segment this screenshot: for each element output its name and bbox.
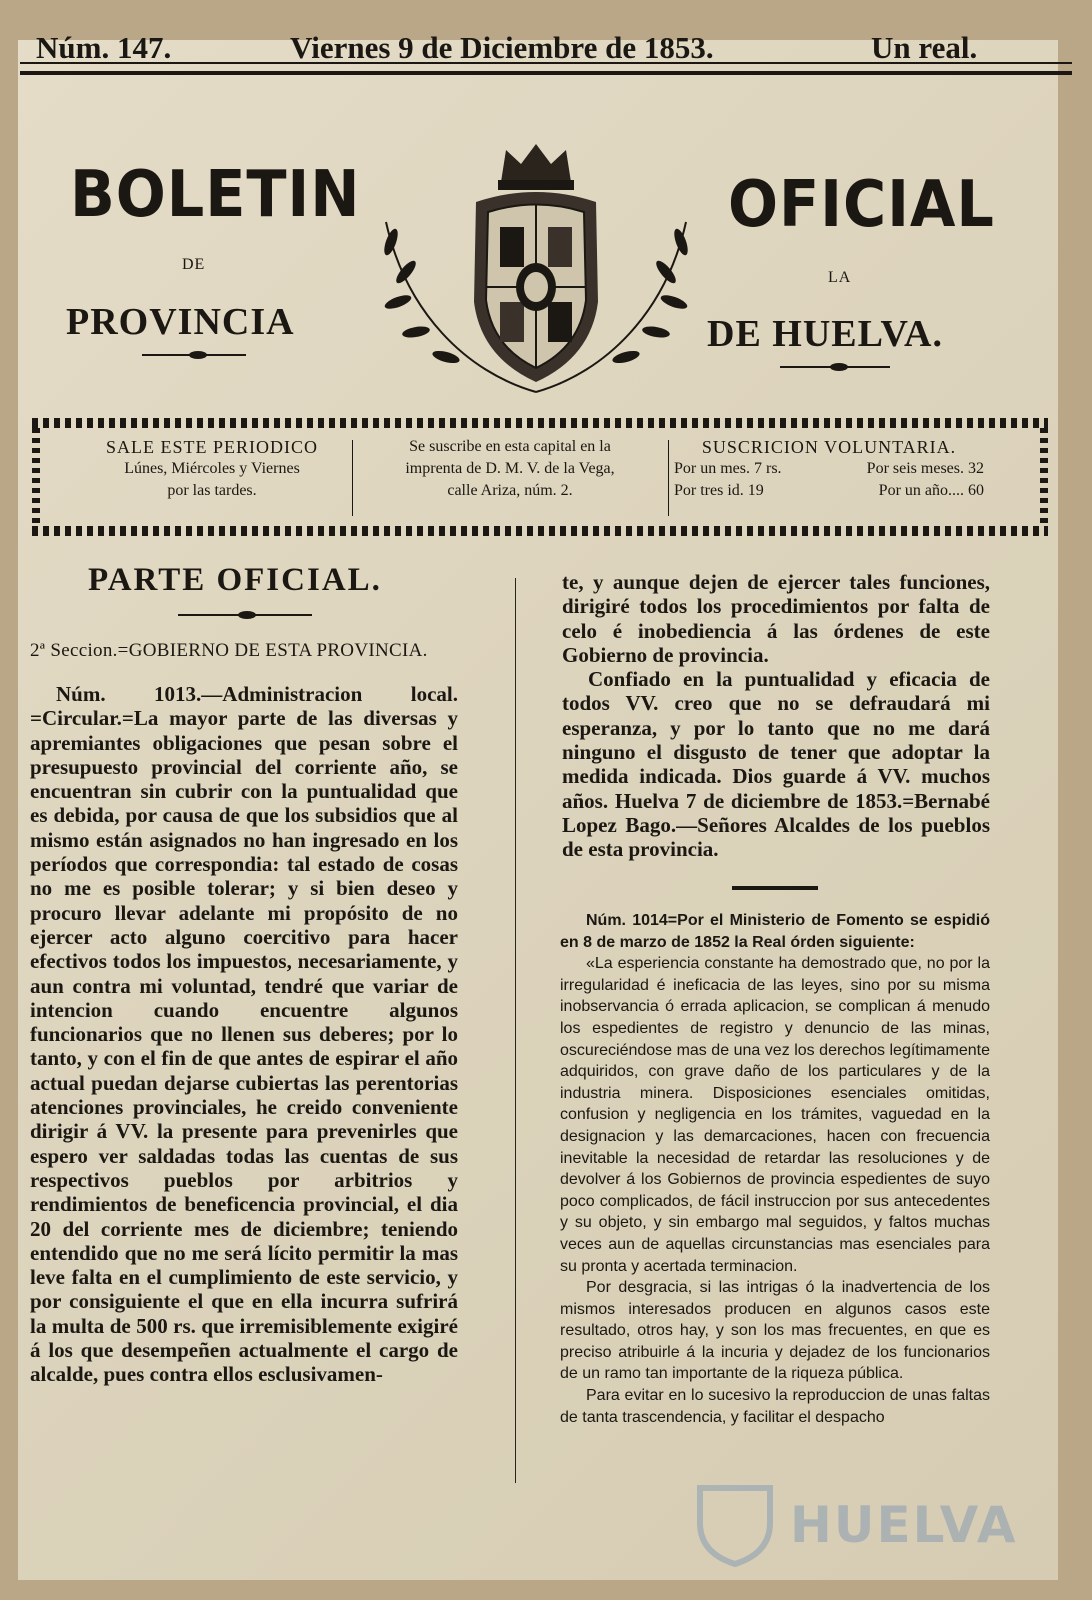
issue-number: Núm. 147.: [36, 30, 172, 65]
issue-header: [18, 30, 1074, 70]
circular-signature-paragraph: Confiado en la puntualidad y eficacia de todos VV. creo que no se defraudará mi esperanza, y por lo tanto que no me dará ninguno el disgusto de tener que adoptar la medida indicada. Dios guarde á VV. muchos años. Huelva 7 de diciembre de 1853.=Bernabé Lopez Bago.—Señores Alcaldes de los pueblos de esta provincia.: [562, 667, 990, 862]
archive-watermark: [680, 1478, 1018, 1568]
section-title: PARTE OFICIAL.: [88, 562, 382, 598]
masthead-de: DE: [182, 256, 206, 273]
header-rule-thin: [20, 62, 1072, 64]
decree-1014: [560, 910, 990, 1428]
decree-paragraph-2: Por desgracia, si las intrigas ó la inadvertencia de los mismos interesados producen en algunos casos este resultado, otros hay, y son los mas frecuentes, en que es preciso atribuirle á la incuria y dejadez de los funcionarios de un ramo tan importante de la riqueza pública.: [560, 1279, 990, 1383]
masthead-de-huelva: DE HUELVA.: [707, 313, 943, 355]
issue-price: Un real.: [871, 30, 978, 65]
masthead-boletin: BOLETIN: [70, 158, 361, 232]
section-subtitle: 2ª Seccion.=GOBIERNO DE ESTA PROVINCIA.: [30, 640, 428, 661]
header-rule-thick: [20, 71, 1072, 75]
section-flourish: [178, 614, 312, 616]
shield-icon: [690, 1478, 780, 1568]
masthead-flourish-right: [780, 366, 890, 368]
watermark-text: HUELVA: [790, 1496, 1018, 1554]
masthead-oficial: OFICIAL: [728, 168, 995, 242]
subscription-info-band: [32, 418, 1048, 536]
royal-coat-of-arms-icon: [376, 142, 696, 397]
circular-1013-text: Núm. 1013.—Administracion local. =Circular.=La mayor parte de las diversas y apremiantes obligaciones que pesan sobre el presupuesto provincial del corriente año, se encuentran sin cubrir con la puntualidad que es debida, por causa de que los subsidios que al mismo están asignados no han ingresado en los períodos que correspondia: tal estado de cosas no me es posible tolerar; y si bien deseo y procuro llevar adelante mi propósito de no ejercer acto alguno coercitivo para hacer efectivos todos los impuestos, necesariamente, y aun contra mi voluntad, tendré que variar de intencion cuando encuentre algunos funcionarios que no llenen sus deberes; por lo tanto, y con el fin de que antes de espirar el año actual puedan dejarse cubiertas las perentorias atenciones provinciales, he creido conveniente dirigir á VV. la presente para prevenirles que espero ver saldadas todas las cuentas de sus respectivos pueblos por arbitrios y rendimientos de beneficencia provincial, el dia 20 del corriente mes de diciembre; teniendo entendido que no me será lícito permitir la mas leve falta en el cumplimiento de este servicio, y por consiguiente el que en ella incurra sufrirá la multa de 500 rs. que irremisiblemente exigiré á los que desempeñen actualmente el cargo de alcalde, pues contra ellos esclusivamen-: [30, 682, 458, 1387]
band-border-right: [1040, 428, 1048, 526]
subscription-prices: SUSCRICION VOLUNTARIA. Por un mes. 7 rs. Por seis meses. 32 Por tres id. 19 Por un año.... 60: [674, 437, 984, 499]
publication-schedule: SALE ESTE PERIODICO Lúnes, Miércoles y Viernes por las tardes.: [106, 437, 318, 499]
band-border-bottom: [32, 526, 1048, 536]
band-divider-2: [668, 440, 669, 516]
issue-date: Viernes 9 de Diciembre de 1853.: [290, 30, 714, 65]
circular-end-paragraph: te, y aunque dejen de ejercer tales funciones, dirigiré todos los procedimientos por falta de celo é inobediencia á las órdenes de este Gobierno de provincia.: [562, 570, 990, 667]
article-separator: [732, 886, 818, 890]
decree-paragraph-3: Para evitar en lo sucesivo la reproduccion de unas faltas de tanta trascendencia, y facilitar el despacho: [560, 1387, 990, 1426]
decree-intro: Núm. 1014=Por el Ministerio de Fomento se espidió en 8 de marzo de 1852 la Real órden siguiente:: [560, 912, 990, 951]
band-border-left: [32, 428, 40, 526]
masthead-provincia: PROVINCIA: [66, 301, 295, 343]
band-divider-1: [352, 440, 353, 516]
decree-paragraph-1: «La esperiencia constante ha demostrado que, no por la irregularidad é ineficacia de las leyes, sino por su misma inobservancia ó errada aplicacion, se complican á menudo los espedientes de registro y denuncio de las minas, oscureciéndose mas de una vez los derechos legítimamente adquiridos, con grave daño de los particulares y de la industria minera. Disposiciones esenciales omitidas, confusion y negligencia en los trámites, vaguedad en la designacion y las demarcaciones, hacen con frecuencia inevitable la necesidad de retardar las resoluciones y de devolver á los Gobiernos de provincia espedientes de suyo poco complicados, de fácil instruccion por sus antecedentes y su objeto, y sin embargo mal seguidos, y faltos muchas veces aun de aquellas circunstancias mas esenciales para su pronta y acertada terminacion.: [560, 955, 990, 1275]
circular-continuation: [562, 570, 990, 862]
subscription-location: Se suscribe en esta capital en la imprenta de D. M. V. de la Vega, calle Ariza, núm. 2.: [405, 438, 615, 499]
column-divider: [515, 578, 516, 1483]
masthead-flourish-left: [142, 354, 246, 356]
masthead-la: LA: [828, 269, 852, 286]
band-border-top: [32, 418, 1048, 428]
